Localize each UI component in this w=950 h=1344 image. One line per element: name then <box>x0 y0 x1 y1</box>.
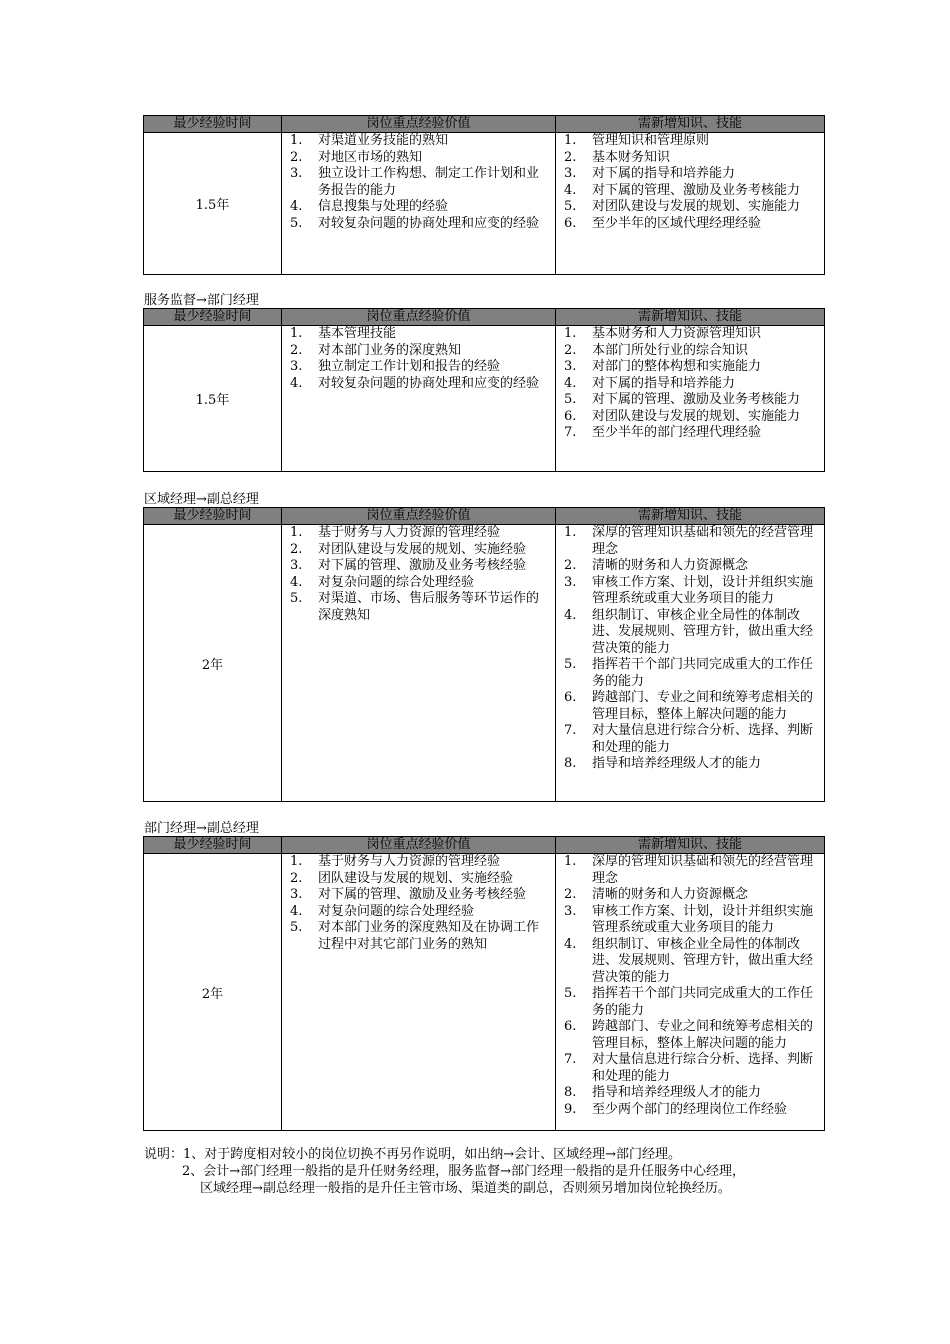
list-item <box>282 166 549 199</box>
section-title: 区域经理→副总经理 <box>144 492 259 507</box>
values-cell <box>282 326 556 472</box>
list-item-number: 6. <box>564 1019 577 1034</box>
header-min-experience: 最少经验时间 <box>144 837 282 854</box>
list-item <box>282 359 549 376</box>
list-item <box>282 326 549 343</box>
list-item-text: 对本部门业务的深度熟知 <box>318 342 462 358</box>
list-item-number: 5. <box>290 920 303 935</box>
header-min-experience: 最少经验时间 <box>144 116 282 133</box>
table-header-row <box>144 508 825 525</box>
list-item <box>282 558 549 575</box>
header-key-experience: 岗位重点经验价值 <box>282 508 556 525</box>
career-table-2 <box>143 308 825 472</box>
list-item <box>556 986 818 1019</box>
list-item-number: 5. <box>564 199 577 214</box>
years-cell: 2年 <box>144 854 282 1131</box>
header-new-skills: 需新增知识、技能 <box>556 309 825 326</box>
list-item-number: 1. <box>564 854 577 869</box>
list-item <box>556 133 818 150</box>
list-item-number: 2. <box>564 342 577 358</box>
list-item-number: 3. <box>564 574 577 590</box>
values-cell <box>282 133 556 275</box>
list-item-number: 3. <box>564 359 577 374</box>
list-item <box>556 1052 818 1085</box>
list-item-number: 5. <box>290 215 303 231</box>
list-item-number: 6. <box>564 408 577 424</box>
list-item <box>556 376 818 393</box>
list-item-number: 1. <box>564 133 577 148</box>
list-item-text: 对大量信息进行综合分析、选择、判断和处理的能力 <box>592 1052 814 1084</box>
list-item <box>556 723 818 756</box>
list-item <box>556 150 818 167</box>
list-item-text: 对下属的管理、激励及业务考核经验 <box>318 887 527 902</box>
list-item-number: 1. <box>290 133 303 148</box>
list-item-text: 对团队建设与发展的规划、实施能力 <box>592 408 801 424</box>
list-item-text: 独立设计工作构想、制定工作计划和业务报告的能力 <box>318 166 540 198</box>
list-item <box>556 608 818 658</box>
list-item <box>282 216 549 233</box>
note-line-2: 2、会计→部门经理一般指的是升任财务经理，服务监督→部门经理一般指的是升任服务中心经理， <box>182 1164 746 1179</box>
list-item-text: 清晰的财务和人力资源概念 <box>592 558 749 573</box>
list-item <box>556 425 818 442</box>
header-key-experience: 岗位重点经验价值 <box>282 837 556 854</box>
list-item-number: 2. <box>290 870 303 886</box>
list-item <box>556 392 818 409</box>
list-item-text: 独立制定工作计划和报告的经验 <box>318 359 501 374</box>
values-list <box>282 854 555 953</box>
list-item-number: 8. <box>564 756 577 771</box>
list-item-text: 对下属的指导和培养能力 <box>592 375 736 391</box>
list-item-number: 6. <box>564 690 577 705</box>
list-item-number: 5. <box>290 591 303 606</box>
list-item-number: 4. <box>290 903 303 919</box>
list-item <box>556 216 818 233</box>
list-item <box>282 525 549 542</box>
list-item-text: 至少半年的部门经理代理经验 <box>592 425 762 440</box>
list-item-text: 对本部门业务的深度熟知及在协调工作过程中对其它部门业务的熟知 <box>318 920 540 952</box>
list-item-text: 本部门所处行业的综合知识 <box>592 342 749 358</box>
list-item-text: 对较复杂问题的协商处理和应变的经验 <box>318 215 540 231</box>
years-cell: 1.5年 <box>144 326 282 472</box>
header-key-experience: 岗位重点经验价值 <box>282 309 556 326</box>
table-row <box>144 133 825 275</box>
career-table-3 <box>143 507 825 802</box>
list-item-text: 对复杂问题的综合处理经验 <box>318 903 475 919</box>
list-item-text: 指导和培养经理级人才的能力 <box>592 1085 762 1100</box>
list-item-number: 2. <box>290 342 303 358</box>
list-item-text: 基于财务与人力资源的管理经验 <box>318 854 501 869</box>
list-item-number: 5. <box>564 657 577 672</box>
list-item-number: 4. <box>564 607 577 623</box>
list-item <box>556 343 818 360</box>
list-item <box>282 871 549 888</box>
list-item-text: 审核工作方案、计划，设计并组织实施管理系统或重大业务项目的能力 <box>592 574 814 606</box>
list-item-number: 5. <box>564 392 577 407</box>
list-item-text: 信息搜集与处理的经验 <box>318 199 449 214</box>
values-list <box>282 133 555 232</box>
list-item <box>282 542 549 559</box>
section-title: 服务监督→部门经理 <box>144 293 259 308</box>
section-title: 部门经理→副总经理 <box>144 821 259 836</box>
list-item <box>282 920 549 953</box>
list-item <box>556 575 818 608</box>
values-list <box>282 326 555 392</box>
skills-list <box>556 525 824 773</box>
table-row <box>144 326 825 472</box>
list-item <box>556 937 818 987</box>
table-row <box>144 854 825 1131</box>
skills-cell <box>556 326 825 472</box>
career-table-1 <box>143 115 825 275</box>
list-item-number: 4. <box>290 199 303 214</box>
list-item <box>556 690 818 723</box>
list-item-number: 3. <box>564 166 577 181</box>
list-item-text: 至少两个部门的经理岗位工作经验 <box>592 1101 788 1117</box>
list-item-text: 对团队建设与发展的规划、实施能力 <box>592 199 801 214</box>
list-item-number: 3. <box>290 166 303 181</box>
list-item-text: 基本财务和人力资源管理知识 <box>592 326 762 341</box>
list-item-number: 4. <box>290 375 303 391</box>
list-item-text: 组织制订、审核企业全局性的体制改进、发展规则、管理方针，做出重大经营决策的能力 <box>592 607 814 656</box>
list-item-number: 1. <box>290 525 303 540</box>
list-item-text: 对渠道业务技能的熟知 <box>318 133 449 148</box>
list-item <box>282 591 549 624</box>
list-item <box>282 199 549 216</box>
list-item <box>556 166 818 183</box>
list-item-text: 对团队建设与发展的规划、实施经验 <box>318 541 527 557</box>
header-new-skills: 需新增知识、技能 <box>556 508 825 525</box>
list-item-number: 1. <box>564 525 577 540</box>
years-cell: 2年 <box>144 525 282 802</box>
list-item-number: 1. <box>290 854 303 869</box>
list-item-number: 2. <box>564 149 577 165</box>
skills-cell <box>556 854 825 1131</box>
skills-list <box>556 326 824 442</box>
list-item <box>556 1102 818 1119</box>
list-item-number: 4. <box>290 574 303 590</box>
list-item-text: 对渠道、市场、售后服务等环节运作的深度熟知 <box>318 591 540 623</box>
list-item-number: 5. <box>564 986 577 1001</box>
values-cell <box>282 525 556 802</box>
list-item <box>556 904 818 937</box>
note-line-1: 说明：1、对于跨度相对较小的岗位切换不再另作说明，如出纳→会计、区域经理→部门经理。 <box>144 1147 682 1162</box>
list-item-text: 对部门的整体构想和实施能力 <box>592 359 762 374</box>
header-min-experience: 最少经验时间 <box>144 508 282 525</box>
skills-list <box>556 133 824 232</box>
list-item <box>556 887 818 904</box>
years-cell: 1.5年 <box>144 133 282 275</box>
list-item-number: 1. <box>564 326 577 341</box>
list-item-text: 清晰的财务和人力资源概念 <box>592 887 749 902</box>
skills-cell <box>556 525 825 802</box>
list-item-number: 7. <box>564 723 577 738</box>
list-item-number: 2. <box>290 541 303 557</box>
list-item-text: 管理知识和管理原则 <box>592 133 710 148</box>
list-item <box>556 1019 818 1052</box>
table-header-row <box>144 837 825 854</box>
skills-cell <box>556 133 825 275</box>
list-item <box>282 854 549 871</box>
list-item <box>556 854 818 887</box>
list-item-text: 对下属的管理、激励及业务考核能力 <box>592 182 801 198</box>
list-item-number: 3. <box>290 558 303 573</box>
list-item-text: 深厚的管理知识基础和领先的经营管理理念 <box>592 854 814 886</box>
list-item-number: 2. <box>564 887 577 902</box>
list-item-text: 指挥若干个部门共同完成重大的工作任务的能力 <box>592 986 814 1018</box>
table-header-row <box>144 309 825 326</box>
list-item <box>556 756 818 773</box>
list-item <box>556 525 818 558</box>
list-item-number: 8. <box>564 1085 577 1100</box>
list-item <box>282 150 549 167</box>
list-item-text: 至少半年的区域代理经理经验 <box>592 215 762 231</box>
list-item-number: 7. <box>564 425 577 440</box>
list-item-text: 基本管理技能 <box>318 326 397 341</box>
list-item <box>556 359 818 376</box>
list-item-number: 1. <box>290 326 303 341</box>
list-item <box>282 343 549 360</box>
list-item-text: 对复杂问题的综合处理经验 <box>318 574 475 590</box>
list-item-number: 4. <box>564 375 577 391</box>
list-item-text: 审核工作方案、计划，设计并组织实施管理系统或重大业务项目的能力 <box>592 903 814 935</box>
list-item-text: 跨越部门、专业之间和统筹考虑相关的管理目标，整体上解决问题的能力 <box>592 690 814 722</box>
list-item-number: 2. <box>290 149 303 165</box>
header-new-skills: 需新增知识、技能 <box>556 837 825 854</box>
header-min-experience: 最少经验时间 <box>144 309 282 326</box>
career-table-4 <box>143 836 825 1131</box>
list-item <box>556 326 818 343</box>
values-list <box>282 525 555 624</box>
note-line-3: 区域经理→副总经理一般指的是升任主管市场、渠道类的副总，否则须另增加岗位轮换经历。 <box>200 1181 731 1196</box>
list-item <box>556 1085 818 1102</box>
list-item <box>556 183 818 200</box>
list-item-text: 对下属的管理、激励及业务考核能力 <box>592 392 801 407</box>
list-item <box>556 199 818 216</box>
list-item-text: 组织制订、审核企业全局性的体制改进、发展规则、管理方针，做出重大经营决策的能力 <box>592 936 814 985</box>
list-item-text: 对下属的管理、激励及业务考核经验 <box>318 558 527 573</box>
list-item <box>282 376 549 393</box>
table-header-row <box>144 116 825 133</box>
list-item-number: 9. <box>564 1101 577 1117</box>
list-item-number: 3. <box>290 887 303 902</box>
list-item-number: 7. <box>564 1052 577 1067</box>
list-item-number: 4. <box>564 182 577 198</box>
list-item-number: 2. <box>564 558 577 573</box>
list-item <box>556 409 818 426</box>
list-item <box>282 575 549 592</box>
list-item-text: 对下属的指导和培养能力 <box>592 166 736 181</box>
notes <box>144 1146 824 1197</box>
list-item-text: 跨越部门、专业之间和统筹考虑相关的管理目标，整体上解决问题的能力 <box>592 1019 814 1051</box>
skills-list <box>556 854 824 1118</box>
list-item-number: 3. <box>290 359 303 374</box>
list-item-text: 对较复杂问题的协商处理和应变的经验 <box>318 375 540 391</box>
list-item-number: 3. <box>564 903 577 919</box>
header-key-experience: 岗位重点经验价值 <box>282 116 556 133</box>
list-item-number: 4. <box>564 936 577 952</box>
list-item <box>282 887 549 904</box>
list-item <box>282 904 549 921</box>
list-item-text: 基于财务与人力资源的管理经验 <box>318 525 501 540</box>
list-item <box>282 133 549 150</box>
table-row <box>144 525 825 802</box>
list-item-text: 基本财务知识 <box>592 149 671 165</box>
list-item-text: 指挥若干个部门共同完成重大的工作任务的能力 <box>592 657 814 689</box>
list-item <box>556 657 818 690</box>
list-item-text: 指导和培养经理级人才的能力 <box>592 756 762 771</box>
header-new-skills: 需新增知识、技能 <box>556 116 825 133</box>
list-item-number: 6. <box>564 215 577 231</box>
list-item-text: 深厚的管理知识基础和领先的经营管理理念 <box>592 525 814 557</box>
list-item-text: 对大量信息进行综合分析、选择、判断和处理的能力 <box>592 723 814 755</box>
values-cell <box>282 854 556 1131</box>
list-item <box>556 558 818 575</box>
list-item-text: 对地区市场的熟知 <box>318 149 423 165</box>
list-item-text: 团队建设与发展的规划、实施经验 <box>318 870 514 886</box>
